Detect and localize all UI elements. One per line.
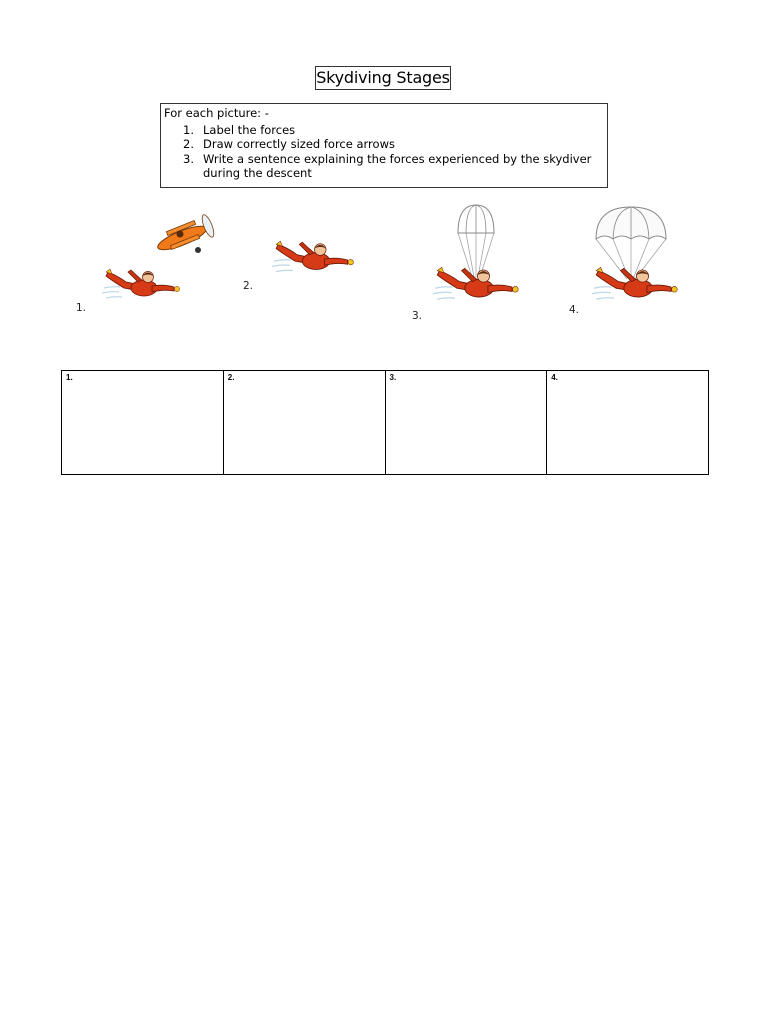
- instruction-text: Draw correctly sized force arrows: [203, 137, 395, 152]
- instruction-item: [164, 137, 607, 152]
- instructions-heading: For each picture: -: [164, 106, 269, 120]
- instruction-text: Label the forces: [203, 122, 296, 137]
- page-title: Skydiving Stages: [315, 66, 451, 90]
- answer-cell-3[interactable]: 3.: [385, 371, 547, 475]
- instruction-item: [164, 123, 607, 138]
- answer-table: [61, 370, 709, 475]
- skydiver-illustration: [588, 264, 686, 308]
- skydiver-illustration: [266, 238, 364, 280]
- biplane-illustration: [150, 208, 220, 258]
- picture-label: 4.: [569, 304, 580, 316]
- answer-cell-2[interactable]: 2.: [223, 371, 385, 475]
- picture-label: 2.: [243, 280, 254, 292]
- instruction-number: 3.: [183, 151, 194, 166]
- answer-cell-4[interactable]: 4.: [547, 371, 709, 475]
- instruction-number: 2.: [183, 137, 194, 152]
- instruction-text: Write a sentence explaining the forces experienced by the skydiver during the descent: [203, 151, 592, 181]
- answer-row: [62, 371, 709, 475]
- instruction-item: [164, 152, 607, 181]
- instructions-list: [164, 123, 607, 181]
- skydiver-illustration: [102, 266, 184, 306]
- instruction-number: 1.: [183, 122, 194, 137]
- picture-label: 3.: [412, 310, 423, 322]
- skydiver-illustration: [428, 264, 528, 308]
- picture-label: 1.: [76, 302, 87, 314]
- instructions-box: [160, 103, 608, 188]
- answer-cell-1[interactable]: 1.: [62, 371, 224, 475]
